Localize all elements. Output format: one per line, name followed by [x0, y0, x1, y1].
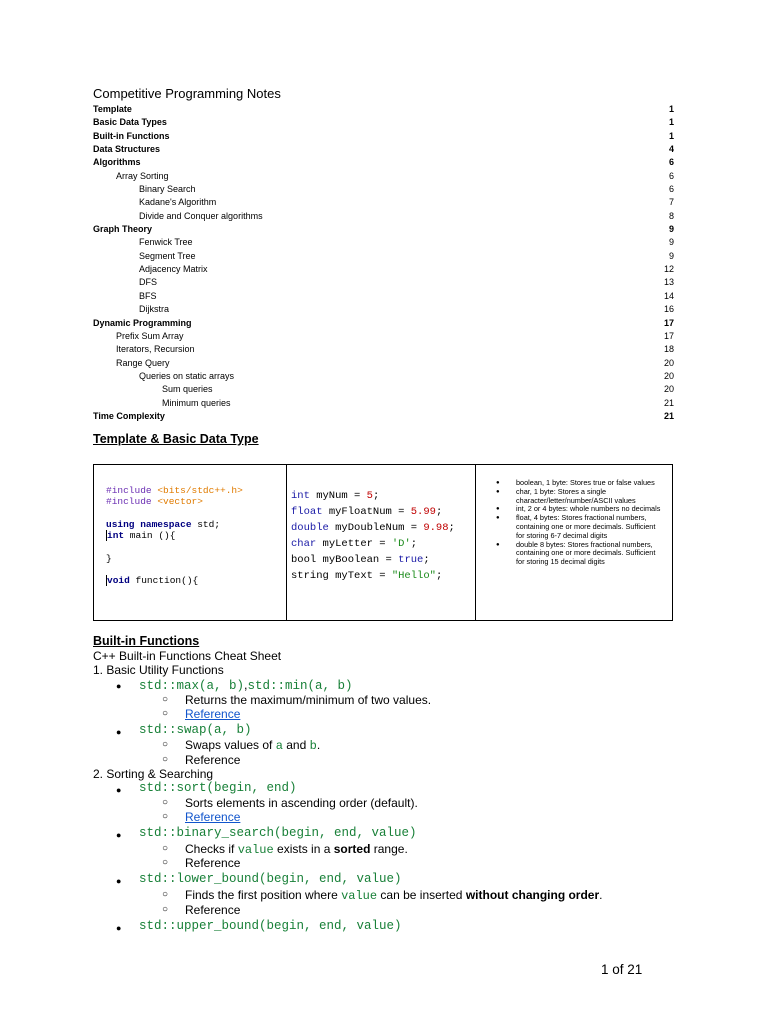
- code-line: [291, 568, 455, 584]
- toc-entry-page: 18: [663, 344, 674, 355]
- code-text: myLetter =: [316, 538, 392, 550]
- toc-entry[interactable]: [93, 370, 674, 383]
- include-arg: <bits/stdc++.h>: [157, 485, 243, 496]
- code-value: "Hello": [391, 570, 436, 582]
- toc-entry-label: Fenwick Tree: [139, 237, 193, 248]
- toc-entry-page: 20: [663, 384, 674, 395]
- data-types-list: [496, 479, 664, 567]
- binary-search-description: [185, 842, 408, 857]
- swap-desc-text: Swaps values of: [185, 738, 276, 752]
- int-keyword: int: [107, 530, 125, 542]
- bullet-icon: ●: [116, 681, 122, 691]
- toc-entry-page: 4: [668, 144, 674, 155]
- code-line: [291, 488, 455, 504]
- void-keyword: void: [107, 575, 130, 587]
- circle-bullet-icon: ○: [162, 811, 169, 822]
- lb-desc-text: .: [599, 888, 603, 902]
- code-text: myText =: [328, 570, 392, 582]
- code-text: myBoolean =: [316, 554, 399, 566]
- circle-bullet-icon: ○: [162, 889, 169, 900]
- toc-entry[interactable]: [93, 290, 674, 303]
- list-item: ● float, 4 bytes: Stores fractional numbers, containing one or more decimals. Sufficient for storing 6-7 decimal digits: [496, 514, 664, 540]
- lower-bound-function: std::lower_bound(begin, end, value): [139, 872, 402, 886]
- builtin-heading: Built-in Functions: [93, 634, 200, 648]
- swap-reference: Reference: [185, 753, 241, 767]
- code-text: ;: [423, 554, 430, 566]
- max-min-description: Returns the maximum/minimum of two values.: [185, 693, 432, 707]
- code-text: ;: [435, 506, 443, 518]
- bullet-icon: ●: [116, 785, 122, 795]
- code-value: true: [398, 554, 424, 566]
- toc-entry-label: BFS: [139, 290, 157, 301]
- builtin-subtitle: C++ Built-in Functions Cheat Sheet: [93, 649, 282, 663]
- swap-var-a: a: [275, 739, 283, 753]
- code-value: 5: [366, 490, 373, 502]
- circle-bullet-icon: ○: [162, 857, 169, 868]
- toc-entry-label: Algorithms: [93, 157, 141, 168]
- toc-entry-label: Array Sorting: [116, 170, 169, 181]
- toc-entry-page: 1: [668, 104, 674, 114]
- code-text: ;: [372, 490, 380, 502]
- toc-entry-label: Kadane's Algorithm: [139, 197, 217, 208]
- toc-entry-page: 21: [663, 397, 674, 408]
- code-text: ;: [448, 522, 455, 534]
- bs-sorted: sorted: [333, 842, 371, 856]
- toc-entry-label: Template: [93, 104, 132, 114]
- code-text: ;: [435, 570, 443, 582]
- toc-entry-page: 9: [668, 224, 674, 235]
- toc-entry-label: Time Complexity: [93, 410, 165, 421]
- toc-entry-page: 6: [668, 157, 674, 168]
- code-value: 'D': [391, 538, 411, 550]
- code-line: [291, 552, 455, 568]
- toc-entry-label: Queries on static arrays: [139, 370, 235, 381]
- toc-entry-page: 21: [663, 410, 674, 421]
- circle-bullet-icon: ○: [162, 843, 169, 854]
- data-types-code-cell: [287, 465, 476, 620]
- template-section-heading: Template & Basic Data Type: [93, 432, 259, 446]
- min-function: std::min(a, b): [247, 679, 353, 693]
- page-title: Competitive Programming Notes: [93, 86, 281, 101]
- toc-entry-label: Segment Tree: [139, 250, 196, 261]
- toc-entry-label: Dynamic Programming: [93, 317, 192, 328]
- code-type: string: [291, 570, 329, 582]
- code-text: myNum =: [309, 490, 367, 502]
- circle-bullet-icon: ○: [162, 904, 169, 915]
- toc-entry-page: 8: [668, 210, 674, 221]
- using-rest: std;: [191, 518, 221, 530]
- toc-entry-page: 9: [668, 250, 674, 261]
- sort-function: std::sort(begin, end): [139, 781, 297, 795]
- code-type: float: [291, 506, 323, 518]
- code-line: [291, 536, 455, 552]
- toc-entry-page: 17: [663, 330, 674, 341]
- toc-entry[interactable]: [93, 330, 674, 343]
- max-min-reference-link[interactable]: Reference: [185, 707, 241, 721]
- code-type: bool: [291, 554, 317, 566]
- toc-entry-page: 6: [668, 170, 674, 181]
- include-directive: #include: [106, 485, 152, 496]
- toc-entry-page: 17: [663, 317, 674, 328]
- circle-bullet-icon: ○: [162, 739, 169, 750]
- data-types-code-block: [291, 488, 455, 584]
- swap-desc-text: .: [316, 738, 321, 752]
- circle-bullet-icon: ○: [162, 797, 169, 808]
- list-item: ● char, 1 byte: Stores a single character/letter/number/ASCII values: [496, 488, 664, 506]
- comma: ,: [244, 678, 248, 692]
- toc-entry-label: Graph Theory: [93, 224, 153, 235]
- toc-entry[interactable]: [93, 143, 674, 156]
- circle-bullet-icon: ○: [162, 754, 169, 765]
- toc-entry-label: Adjacency Matrix: [139, 264, 208, 275]
- max-min-item: [139, 678, 353, 693]
- data-types-notes-cell: [476, 465, 672, 620]
- table-of-contents: [93, 103, 674, 423]
- swap-var-b: b: [309, 739, 317, 753]
- circle-bullet-icon: ○: [162, 708, 169, 719]
- bs-desc-text: range.: [370, 842, 408, 856]
- sort-description: Sorts elements in ascending order (default).: [185, 796, 418, 810]
- sort-reference-link[interactable]: Reference: [185, 810, 241, 824]
- section-sorting-searching: 2. Sorting & Searching: [93, 767, 214, 781]
- toc-entry-label: Dijkstra: [139, 304, 170, 315]
- toc-entry-page: 7: [668, 197, 674, 208]
- lb-bold: without changing order: [465, 888, 600, 902]
- toc-entry[interactable]: [93, 156, 674, 169]
- toc-entry-label: DFS: [139, 277, 157, 288]
- code-type: double: [291, 522, 329, 534]
- code-line: [291, 520, 455, 536]
- binary-search-reference: Reference: [185, 856, 241, 870]
- toc-entry[interactable]: [93, 250, 674, 263]
- bs-desc-text: Checks if: [185, 842, 238, 856]
- include-directive: #include: [106, 496, 152, 508]
- lb-desc-text: Finds the first position where: [185, 888, 342, 902]
- lower-bound-reference: Reference: [185, 903, 241, 917]
- using-keyword: using namespace: [106, 518, 192, 530]
- circle-bullet-icon: ○: [162, 694, 169, 705]
- template-code-block: [106, 485, 243, 587]
- toc-entry[interactable]: [93, 170, 674, 183]
- swap-desc-text: and: [282, 738, 310, 752]
- main-signature: main (){: [124, 530, 176, 542]
- toc-entry-page: 16: [663, 304, 674, 315]
- toc-entry[interactable]: [93, 410, 674, 423]
- code-value: 9.98: [423, 522, 449, 534]
- swap-function: std::swap(a, b): [139, 723, 252, 737]
- code-type: char: [291, 538, 317, 550]
- toc-entry-page: 1: [668, 117, 674, 128]
- code-line: [291, 504, 455, 520]
- toc-entry-label: Basic Data Types: [93, 117, 167, 128]
- toc-entry-label: Divide and Conquer algorithms: [139, 210, 263, 221]
- toc-entry[interactable]: [93, 183, 674, 196]
- toc-entry-page: 6: [668, 184, 674, 195]
- bullet-icon: ●: [116, 923, 122, 933]
- code-text: ;: [410, 538, 418, 550]
- toc-entry[interactable]: [93, 303, 674, 316]
- lb-value: value: [341, 889, 378, 903]
- toc-entry[interactable]: [93, 276, 674, 289]
- page-number-footer: 1 of 21: [601, 962, 643, 977]
- toc-entry-label: Binary Search: [139, 184, 196, 195]
- toc-entry-label: Range Query: [116, 357, 170, 368]
- toc-entry[interactable]: [93, 130, 674, 143]
- toc-entry[interactable]: [93, 317, 674, 330]
- toc-entry-label: Iterators, Recursion: [116, 344, 195, 355]
- toc-entry[interactable]: [93, 343, 674, 356]
- swap-description: [185, 738, 320, 753]
- upper-bound-function: std::upper_bound(begin, end, value): [139, 919, 402, 933]
- toc-entry[interactable]: [93, 116, 674, 129]
- lb-desc-text: can be inserted: [377, 888, 466, 902]
- toc-entry[interactable]: [93, 103, 674, 116]
- toc-entry-page: 14: [663, 290, 674, 301]
- toc-entry-label: Data Structures: [93, 144, 161, 155]
- bs-desc-text: exists in a: [273, 842, 334, 856]
- toc-entry-page: 12: [663, 264, 674, 275]
- close-brace: }: [106, 552, 112, 564]
- lower-bound-description: [185, 888, 603, 903]
- max-function: std::max(a, b): [139, 679, 245, 693]
- binary-search-function: std::binary_search(begin, end, value): [139, 826, 417, 840]
- toc-entry-page: 1: [668, 130, 674, 141]
- toc-entry-page: 13: [663, 277, 674, 288]
- code-text: myDoubleNum =: [328, 522, 424, 534]
- bullet-icon: ●: [116, 727, 122, 737]
- toc-entry[interactable]: [93, 236, 674, 249]
- toc-entry-page: 9: [668, 237, 674, 248]
- toc-entry-label: Built-in Functions: [93, 130, 170, 141]
- toc-entry-label: Minimum queries: [162, 397, 231, 408]
- toc-entry[interactable]: [93, 223, 674, 236]
- toc-entry-label: Prefix Sum Array: [116, 330, 184, 341]
- bullet-icon: ●: [116, 830, 122, 840]
- template-code-cell: [94, 465, 287, 620]
- code-text: myFloatNum =: [322, 506, 411, 518]
- include-arg: <vector>: [157, 496, 203, 508]
- toc-entry-page: 20: [663, 370, 674, 381]
- toc-entry[interactable]: [93, 196, 674, 209]
- toc-entry-page: 20: [663, 357, 674, 368]
- code-value: 5.99: [410, 506, 436, 518]
- list-item: ● int, 2 or 4 bytes: whole numbers no decimals: [496, 505, 664, 514]
- template-table: [93, 464, 673, 621]
- list-item: ● boolean, 1 byte: Stores true or false values: [496, 479, 664, 488]
- bullet-icon: ●: [116, 876, 122, 886]
- list-item: ● double 8 bytes: Stores fractional numbers, containing one or more decimals. Sufficient for storing 15 decimal digits: [496, 541, 664, 567]
- bs-value: value: [237, 843, 274, 857]
- code-type: int: [291, 490, 310, 502]
- toc-entry[interactable]: [93, 397, 674, 410]
- toc-entry[interactable]: [93, 383, 674, 396]
- toc-entry[interactable]: [93, 210, 674, 223]
- toc-entry[interactable]: [93, 263, 674, 276]
- section-basic-utility: 1. Basic Utility Functions: [93, 663, 224, 677]
- toc-entry-label: Sum queries: [162, 384, 213, 395]
- toc-entry[interactable]: [93, 357, 674, 370]
- function-signature: function(){: [129, 575, 199, 587]
